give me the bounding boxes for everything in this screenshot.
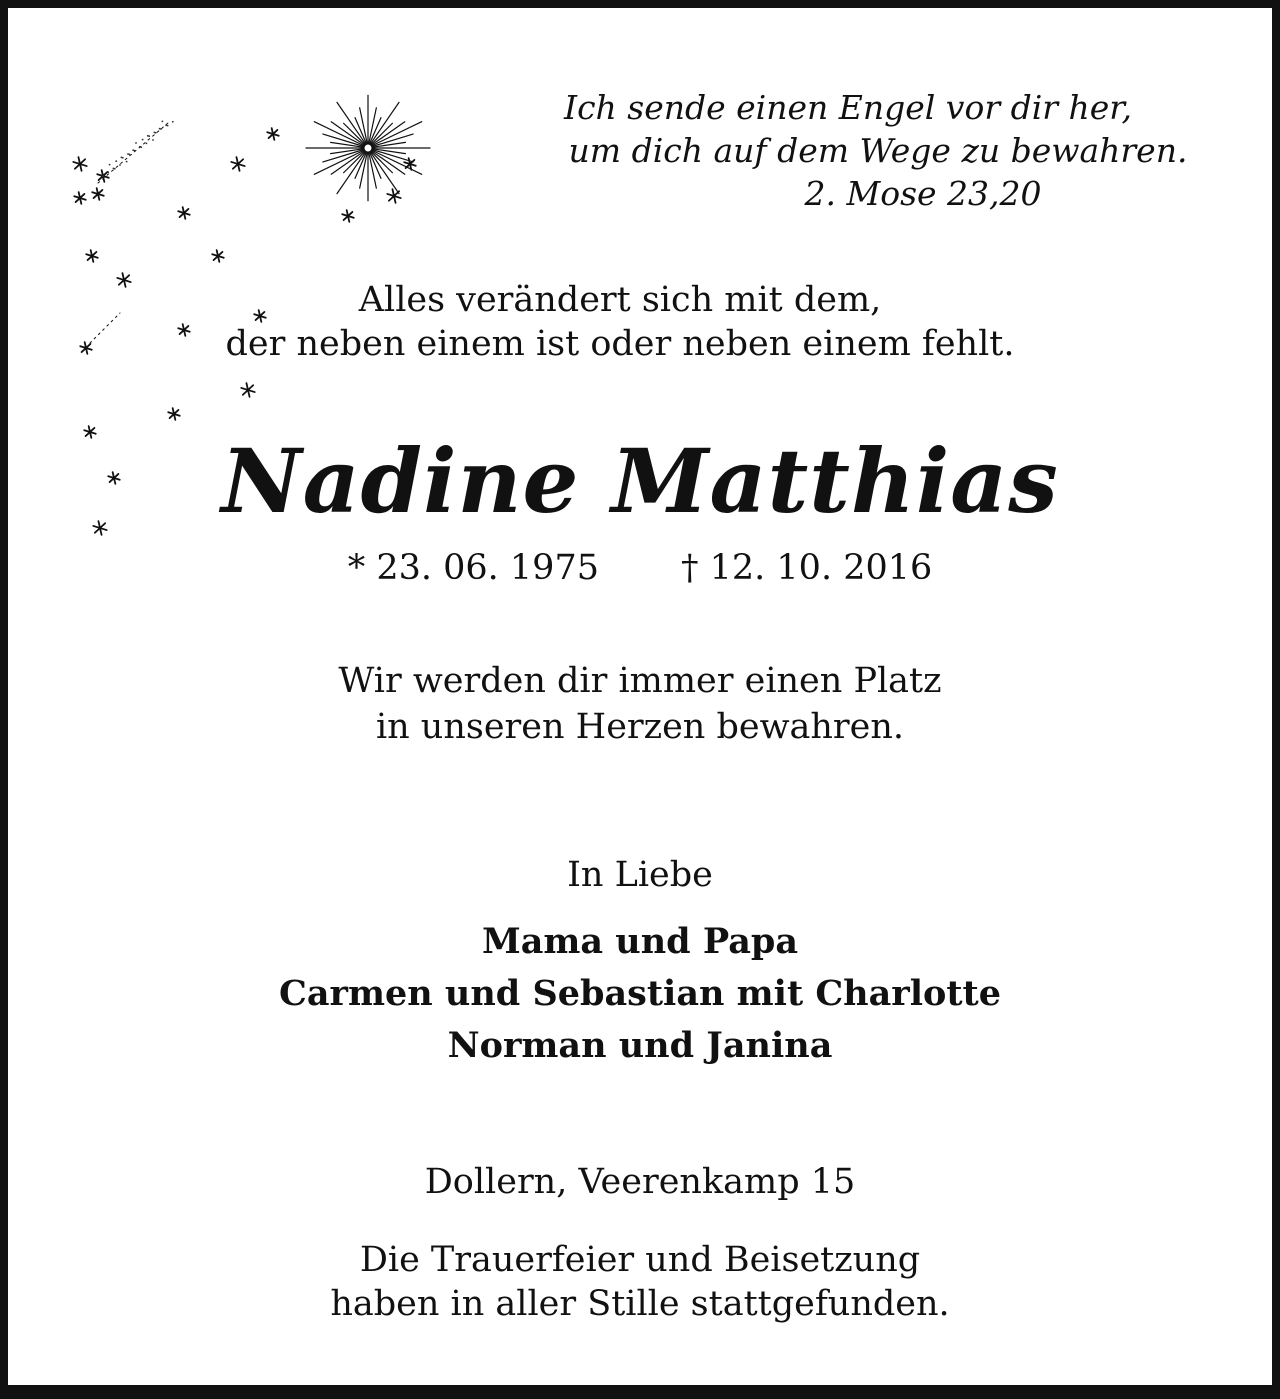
- quote: [0, 278, 1252, 366]
- family-member: Carmen und Sebastian mit Charlotte: [279, 973, 1001, 1014]
- notice-line-1: Die Trauerfeier und Beisetzung: [359, 1240, 921, 1280]
- verse-reference: 2. Mose 23,20: [804, 174, 1042, 213]
- verse-line-1: Ich sende einen Engel vor dir her,: [564, 88, 1132, 127]
- address: Dollern, Veerenkamp 15: [424, 1162, 856, 1202]
- funeral-notice: [8, 1238, 1272, 1326]
- birth-date: * 23. 06. 1975: [347, 548, 599, 588]
- deceased-name: Nadine Matthias: [221, 429, 1059, 533]
- family-member: Mama und Papa: [481, 921, 799, 962]
- in-love-label: In Liebe: [567, 855, 713, 895]
- bible-verse: [488, 86, 1208, 215]
- message-line-1: Wir werden dir immer einen Platz: [338, 661, 942, 701]
- family-list: [8, 916, 1272, 1072]
- notice-line-2: haben in aller Stille stattgefunden.: [330, 1284, 950, 1324]
- verse-line-2: um dich auf dem Wege zu bewahren.: [568, 131, 1188, 170]
- family-member: Norman und Janina: [447, 1025, 833, 1066]
- quote-line-2: der neben einem ist oder neben einem fehlt.: [225, 324, 1015, 364]
- quote-line-1: Alles verändert sich mit dem,: [358, 280, 882, 320]
- memorial-message: [8, 658, 1272, 750]
- death-date: † 12. 10. 2016: [681, 548, 933, 588]
- message-line-2: in unseren Herzen bewahren.: [375, 707, 905, 747]
- life-dates: [8, 546, 1272, 590]
